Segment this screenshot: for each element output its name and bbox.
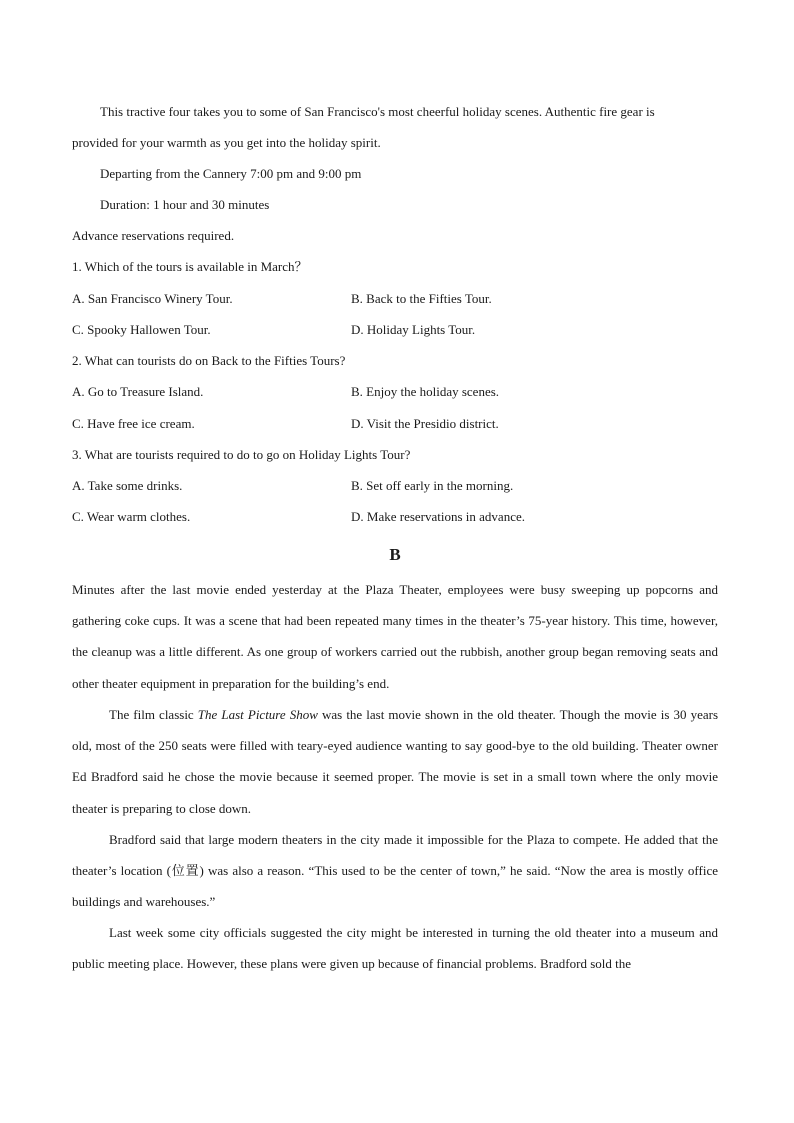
- question-3-option-b: B. Set off early in the morning.: [351, 478, 514, 493]
- intro-line-2: provided for your warmth as you get into the holiday spirit.: [72, 135, 381, 150]
- paragraph-2-lead: The film classic: [109, 707, 198, 722]
- reservations-text: Advance reservations required.: [72, 228, 235, 243]
- section-b-paragraph-3: [72, 824, 718, 918]
- intro-line-1: This tractive four takes you to some of San Francisco's most cheerful holiday scenes. Authentic fire gear is: [100, 104, 655, 119]
- question-1-option-b: B. Back to the Fifties Tour.: [351, 291, 492, 306]
- paragraph-3-text: Bradford said that large modern theaters in the city made it impossible for the Plaza to compete. He added that the theater’s location (位置) was also a reason. “This used to be the center of town,” he said. “Now the area is mostly office buildings and warehouses.”: [72, 832, 718, 910]
- question-1-option-d: D. Holiday Lights Tour.: [351, 322, 476, 337]
- section-b-heading: B: [389, 545, 401, 564]
- duration-text: Duration: 1 hour and 30 minutes: [100, 197, 270, 212]
- question-1-option-c: C. Spooky Hallowen Tour.: [72, 322, 211, 337]
- departing-text: Departing from the Cannery 7:00 pm and 9:00 pm: [100, 166, 362, 181]
- question-3-option-c: C. Wear warm clothes.: [72, 509, 191, 524]
- section-b-paragraph-1: Minutes after the last movie ended yesterday at the Plaza Theater, employees were busy sweeping up popcorns and gathering coke cups. It was a scene that had been repeated many times in the theater’s 75-year history. This time, however, the cleanup was a little different. As one group of workers carried out the rubbish, another group began removing seats and other theater equipment in preparation for the building’s end.: [72, 582, 718, 691]
- paragraph-4-text: Last week some city officials suggested the city might be interested in turning the old theater into a museum and public meeting place. However, these plans were given up because of financial problems. Bradford sold the: [72, 925, 718, 972]
- question-3-option-a: A. Take some drinks.: [72, 478, 183, 493]
- film-title: The Last Picture Show: [197, 707, 318, 722]
- section-b-paragraph-4: [72, 917, 718, 979]
- question-1-stem: 1. Which of the tours is available in March？: [72, 259, 308, 274]
- question-3-option-d: D. Make reservations in advance.: [351, 509, 525, 524]
- question-2-stem: 2. What can tourists do on Back to the Fifties Tours?: [72, 353, 346, 368]
- question-2-option-d: D. Visit the Presidio district.: [351, 416, 499, 431]
- section-b-paragraph-2: [72, 699, 718, 824]
- question-1-option-a: A. San Francisco Winery Tour.: [72, 291, 233, 306]
- paragraph-2-rest: was the last movie shown in the old theater. Though the movie is 30 years old, most of the 250 seats were filled with teary-eyed audience wanting to say good-bye to the old building. Theater owner Ed Bradford said he chose the movie because it seemed proper. The movie is set in a small town where the only movie theater is preparing to close down.: [72, 707, 719, 816]
- question-2-option-a: A. Go to Treasure Island.: [72, 384, 204, 399]
- question-2-option-b: B. Enjoy the holiday scenes.: [351, 384, 500, 399]
- question-3-stem: 3. What are tourists required to do to go on Holiday Lights Tour?: [72, 447, 411, 462]
- question-2-option-c: C. Have free ice cream.: [72, 416, 195, 431]
